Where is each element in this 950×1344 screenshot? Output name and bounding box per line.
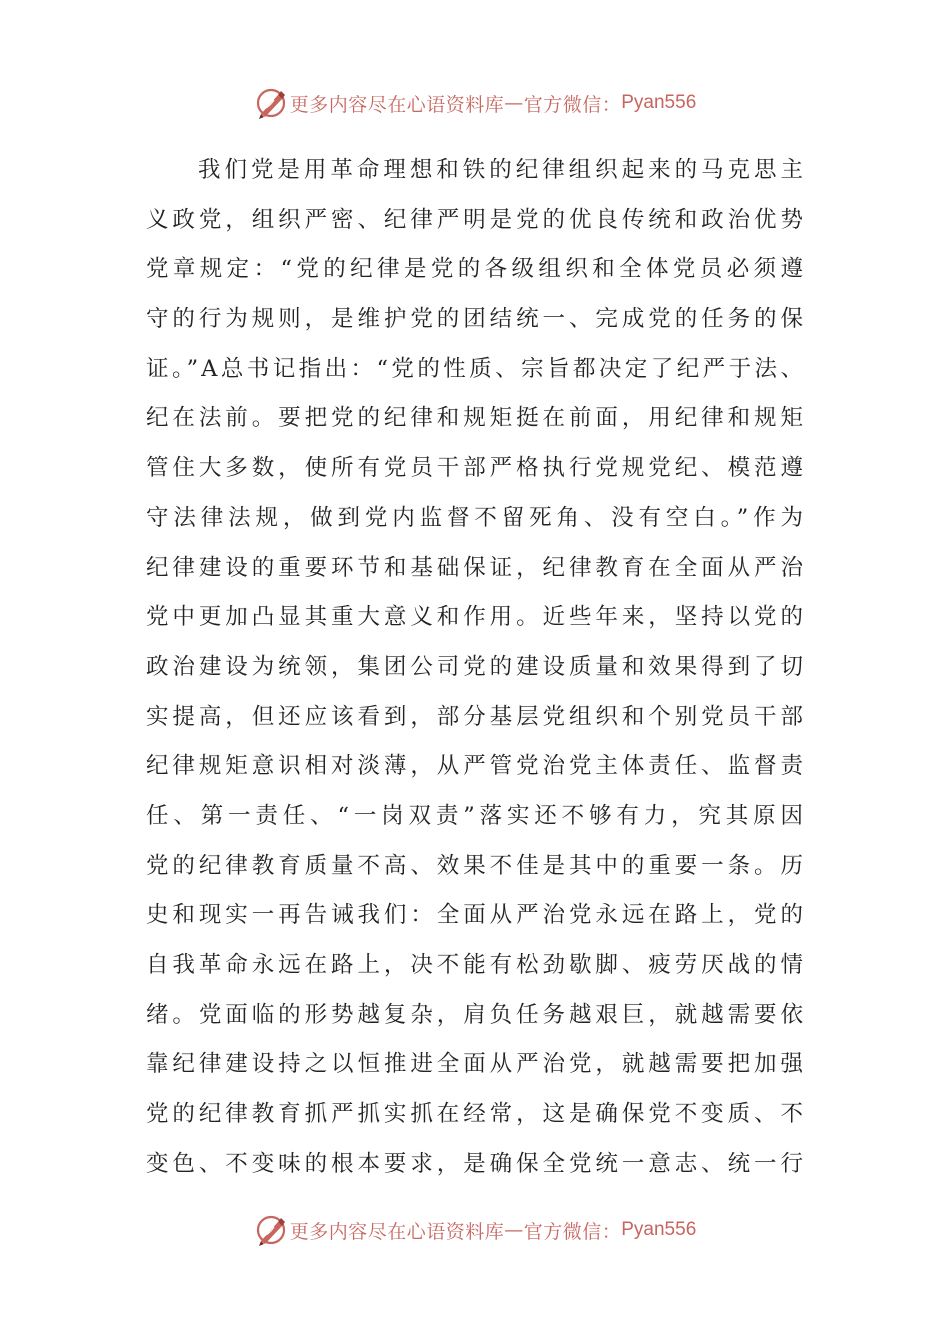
banner-wechat-label: 官方微信： <box>523 93 622 116</box>
banner-separator: — <box>504 92 524 114</box>
text-line: 义政党，组织严密、纪律严明是党的优良传统和政治优势 <box>146 206 806 233</box>
pen-logo-icon <box>254 1213 288 1247</box>
text-line: 纪在法前。要把党的纪律和规矩挺在前面，用纪律和规矩 <box>146 405 806 432</box>
banner-wechat-id: Pyan556 <box>621 1219 697 1240</box>
footer-banner <box>0 1210 950 1250</box>
pen-logo-icon <box>254 86 288 120</box>
text-line: 党的纪律教育质量不高、效果不佳是其中的重要一条。历 <box>146 852 806 879</box>
text-line: 党的纪律教育抓严抓实抓在经常，这是确保党不变质、不 <box>146 1101 806 1128</box>
text-line: 党中更加凸显其重大意义和作用。近些年来，坚持以党的 <box>146 604 806 631</box>
text-line: 政治建设为统领，集团公司党的建设质量和效果得到了切 <box>146 653 806 680</box>
text-line: 靠纪律建设持之以恒推进全面从严治党，就越需要把加强 <box>146 1051 806 1078</box>
banner-wechat-id: Pyan556 <box>621 92 697 113</box>
text-line: 自我革命永远在路上，决不能有松劲歇脚、疲劳厌战的情 <box>146 952 806 978</box>
text-line: 纪律建设的重要环节和基础保证，纪律教育在全面从严治 <box>146 554 806 581</box>
text-line: 史和现实一再告诫我们：全面从严治党永远在路上，党的 <box>146 902 806 929</box>
text-line: 纪律规矩意识相对淡薄，从严管党治党主体责任、监督责 <box>146 753 806 780</box>
banner-wechat-label: 官方微信： <box>523 1220 622 1243</box>
text-line: 我们党是用革命理想和铁的纪律组织起来的马克思主 <box>198 157 806 183</box>
document-body <box>146 146 806 1189</box>
text-line: 证。”A总书记指出：“党的性质、宗旨都决定了纪严于法、 <box>146 355 806 382</box>
header-banner <box>0 83 950 123</box>
text-line: 实提高，但还应该看到，部分基层党组织和个别党员干部 <box>146 703 806 730</box>
text-line: 党章规定：“党的纪律是党的各级组织和全体党员必须遵 <box>146 256 806 283</box>
text-line: 管住大多数，使所有党员干部严格执行党规党纪、模范遵 <box>146 455 806 482</box>
text-line: 变色、不变味的根本要求，是确保全党统一意志、统一行 <box>146 1150 806 1177</box>
banner-separator: — <box>504 1219 524 1241</box>
text-line: 绪。党面临的形势越复杂，肩负任务越艰巨，就越需要依 <box>146 1001 806 1028</box>
banner-title: 更多内容尽在心语资料库 <box>289 1220 505 1243</box>
text-line: 守的行为规则，是维护党的团结统一、完成党的任务的保 <box>146 306 806 333</box>
text-line: 任、第一责任、“一岗双责”落实还不够有力，究其原因 <box>146 802 806 829</box>
banner-title: 更多内容尽在心语资料库 <box>289 93 505 116</box>
text-line: 守法律法规，做到党内监督不留死角、没有空白。”作为 <box>146 504 806 531</box>
